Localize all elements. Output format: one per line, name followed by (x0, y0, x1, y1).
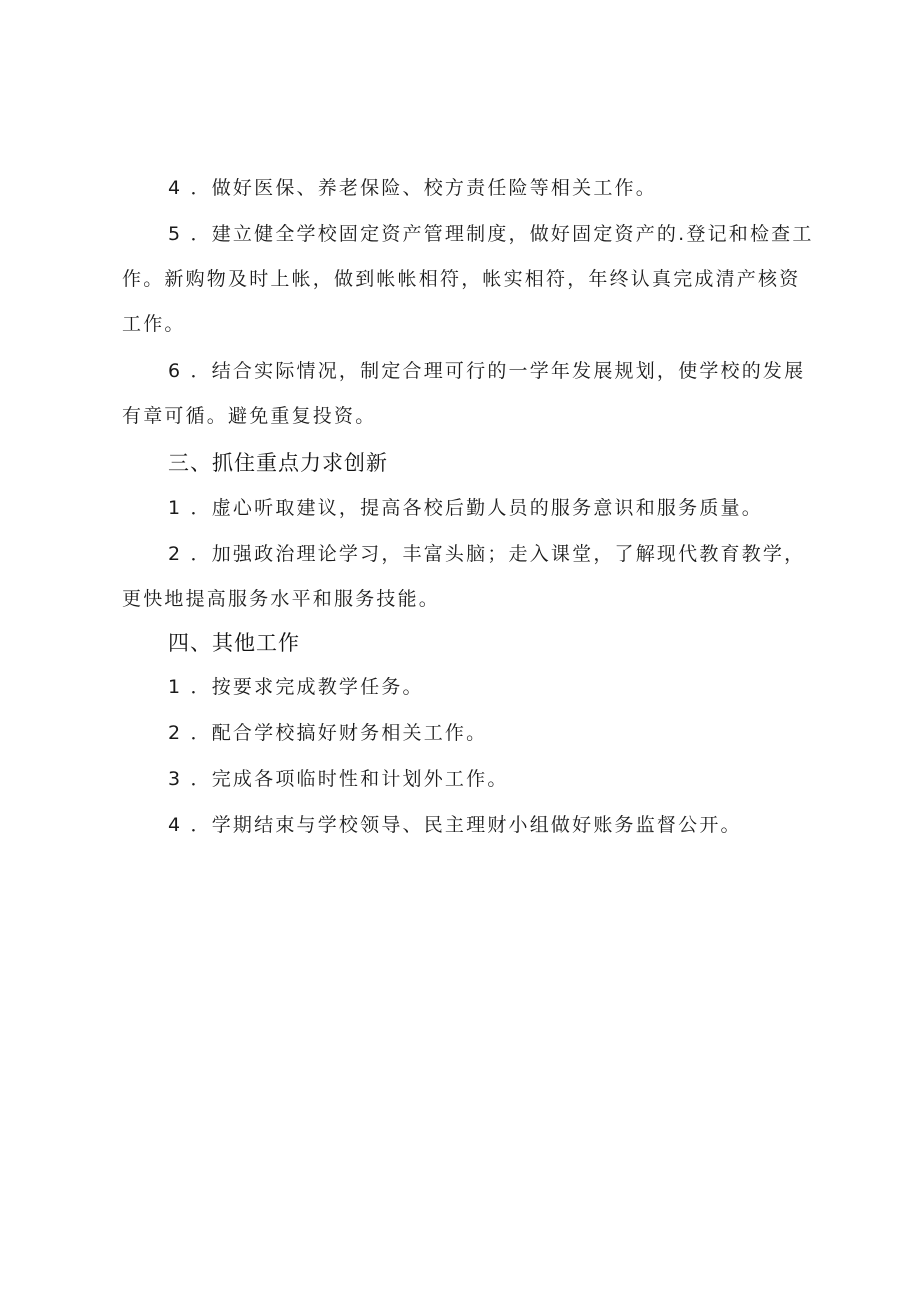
paragraph-line: 5 ．建立健全学校固定资产管理制度，做好固定资产的.登记和检查工 (168, 223, 814, 245)
list-item-s3-2 (122, 532, 822, 622)
list-item-s2-4 (122, 166, 822, 211)
list-item-s2-5 (122, 212, 822, 347)
paragraph-line: 更快地提高服务水平和服务技能。 (122, 588, 441, 610)
paragraph-line: 工作。 (122, 313, 186, 335)
paragraph-line: 2 ．配合学校搞好财务相关工作。 (168, 722, 488, 744)
paragraph-line: 6 ．结合实际情况，制定合理可行的一学年发展规划，使学校的发展 (168, 360, 806, 382)
section-heading-4: 四、其他工作 (168, 631, 300, 655)
paragraph-line: 1 ．按要求完成教学任务。 (168, 676, 424, 698)
list-item-s4-3 (122, 757, 822, 802)
paragraph-line: 1 ．虚心听取建议，提高各校后勤人员的服务意识和服务质量。 (168, 497, 763, 519)
paragraph-line: 4 ．做好医保、养老保险、校方责任险等相关工作。 (168, 177, 657, 199)
paragraph-line: 有章可循。避免重复投资。 (122, 405, 377, 427)
list-item-s4-4 (122, 803, 822, 848)
paragraph-line: 4 ．学期结束与学校领导、民主理财小组做好账务监督公开。 (168, 814, 742, 836)
paragraph-line: 2 ．加强政治理论学习，丰富头脑；走入课堂，了解现代教育教学， (168, 543, 806, 565)
list-item-s4-2 (122, 711, 822, 756)
section-heading-3: 三、抓住重点力求创新 (168, 451, 388, 475)
list-item-s2-6 (122, 349, 822, 439)
paragraph-line: 3 ．完成各项临时性和计划外工作。 (168, 768, 509, 790)
list-item-s4-1 (122, 665, 822, 710)
list-item-s3-1 (122, 486, 822, 531)
paragraph-line: 作。新购物及时上帐，做到帐帐相符，帐实相符，年终认真完成清产核资 (122, 268, 801, 290)
